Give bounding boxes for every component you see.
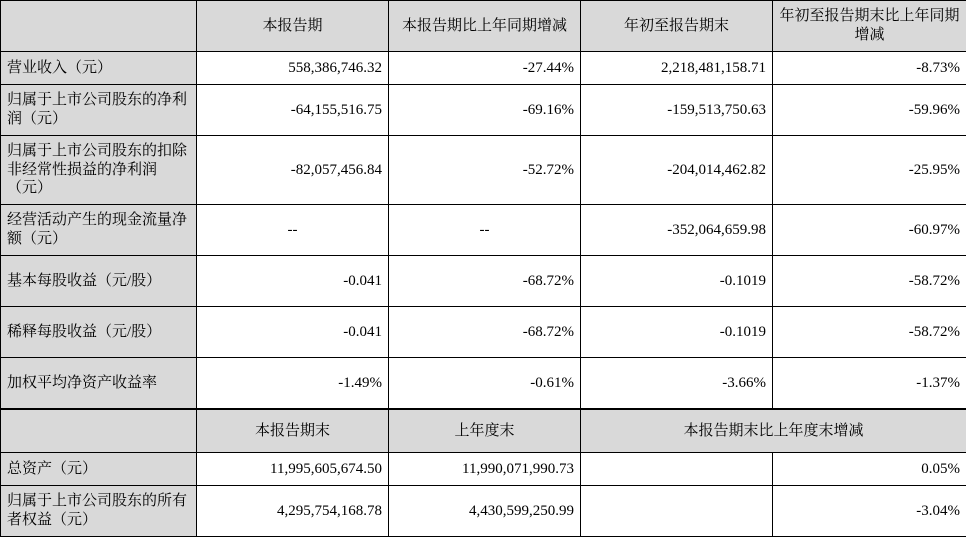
row-value: 4,430,599,250.99 [389,486,581,537]
header-cell-corner [1,1,197,52]
table-header-row [1,1,966,52]
table-row [1,307,966,358]
row-value: -58.72% [773,307,966,358]
row-value-blank [581,453,773,486]
row-value: -58.72% [773,256,966,307]
table-row [1,136,966,205]
balance-sheet-table [0,409,966,537]
row-value: -8.73% [773,52,966,85]
row-value-blank [581,486,773,537]
row-value: -0.041 [197,256,389,307]
row-value: -52.72% [389,136,581,205]
row-label: 营业收入（元） [1,52,197,85]
row-label: 基本每股收益（元/股） [1,256,197,307]
row-label: 加权平均净资产收益率 [1,358,197,409]
header-cell-prior-year-end: 上年度末 [389,410,581,453]
row-value: -69.16% [389,85,581,136]
header-cell-current-period-yoy: 本报告期比上年同期增减 [389,1,581,52]
row-value: -352,064,659.98 [581,205,773,256]
row-value: -1.49% [197,358,389,409]
row-label: 归属于上市公司股东的扣除非经常性损益的净利润（元） [1,136,197,205]
row-value: -0.1019 [581,307,773,358]
header-cell-ytd: 年初至报告期末 [581,1,773,52]
header-cell-period-end: 本报告期末 [197,410,389,453]
row-value: -- [389,205,581,256]
row-value: -0.1019 [581,256,773,307]
table-row [1,256,966,307]
table-row [1,52,966,85]
row-value: -82,057,456.84 [197,136,389,205]
header-cell-current-period: 本报告期 [197,1,389,52]
row-value: 2,218,481,158.71 [581,52,773,85]
row-label: 归属于上市公司股东的所有者权益（元） [1,486,197,537]
table-row [1,358,966,409]
header-cell-corner [1,410,197,453]
row-value: -60.97% [773,205,966,256]
row-value: -25.95% [773,136,966,205]
row-value: 0.05% [773,453,966,486]
table-row [1,85,966,136]
row-value: -0.041 [197,307,389,358]
row-value: -27.44% [389,52,581,85]
table-row [1,205,966,256]
row-label: 归属于上市公司股东的净利润（元） [1,85,197,136]
row-value: 4,295,754,168.78 [197,486,389,537]
table-row [1,486,966,537]
row-value: -3.04% [773,486,966,537]
row-value: -68.72% [389,256,581,307]
row-value: -68.72% [389,307,581,358]
header-cell-period-vs-prior: 本报告期末比上年度末增减 [581,410,966,453]
table-row [1,453,966,486]
row-value: 558,386,746.32 [197,52,389,85]
row-value: 11,990,071,990.73 [389,453,581,486]
row-value: -59.96% [773,85,966,136]
row-value: -1.37% [773,358,966,409]
row-value: -- [197,205,389,256]
row-value: -204,014,462.82 [581,136,773,205]
row-label: 总资产（元） [1,453,197,486]
header-cell-ytd-yoy: 年初至报告期末比上年同期增减 [773,1,966,52]
row-value: -64,155,516.75 [197,85,389,136]
row-value: -0.61% [389,358,581,409]
row-label: 经营活动产生的现金流量净额（元） [1,205,197,256]
table-header-row [1,410,966,453]
row-value: 11,995,605,674.50 [197,453,389,486]
row-label: 稀释每股收益（元/股） [1,307,197,358]
row-value: -159,513,750.63 [581,85,773,136]
row-value: -3.66% [581,358,773,409]
